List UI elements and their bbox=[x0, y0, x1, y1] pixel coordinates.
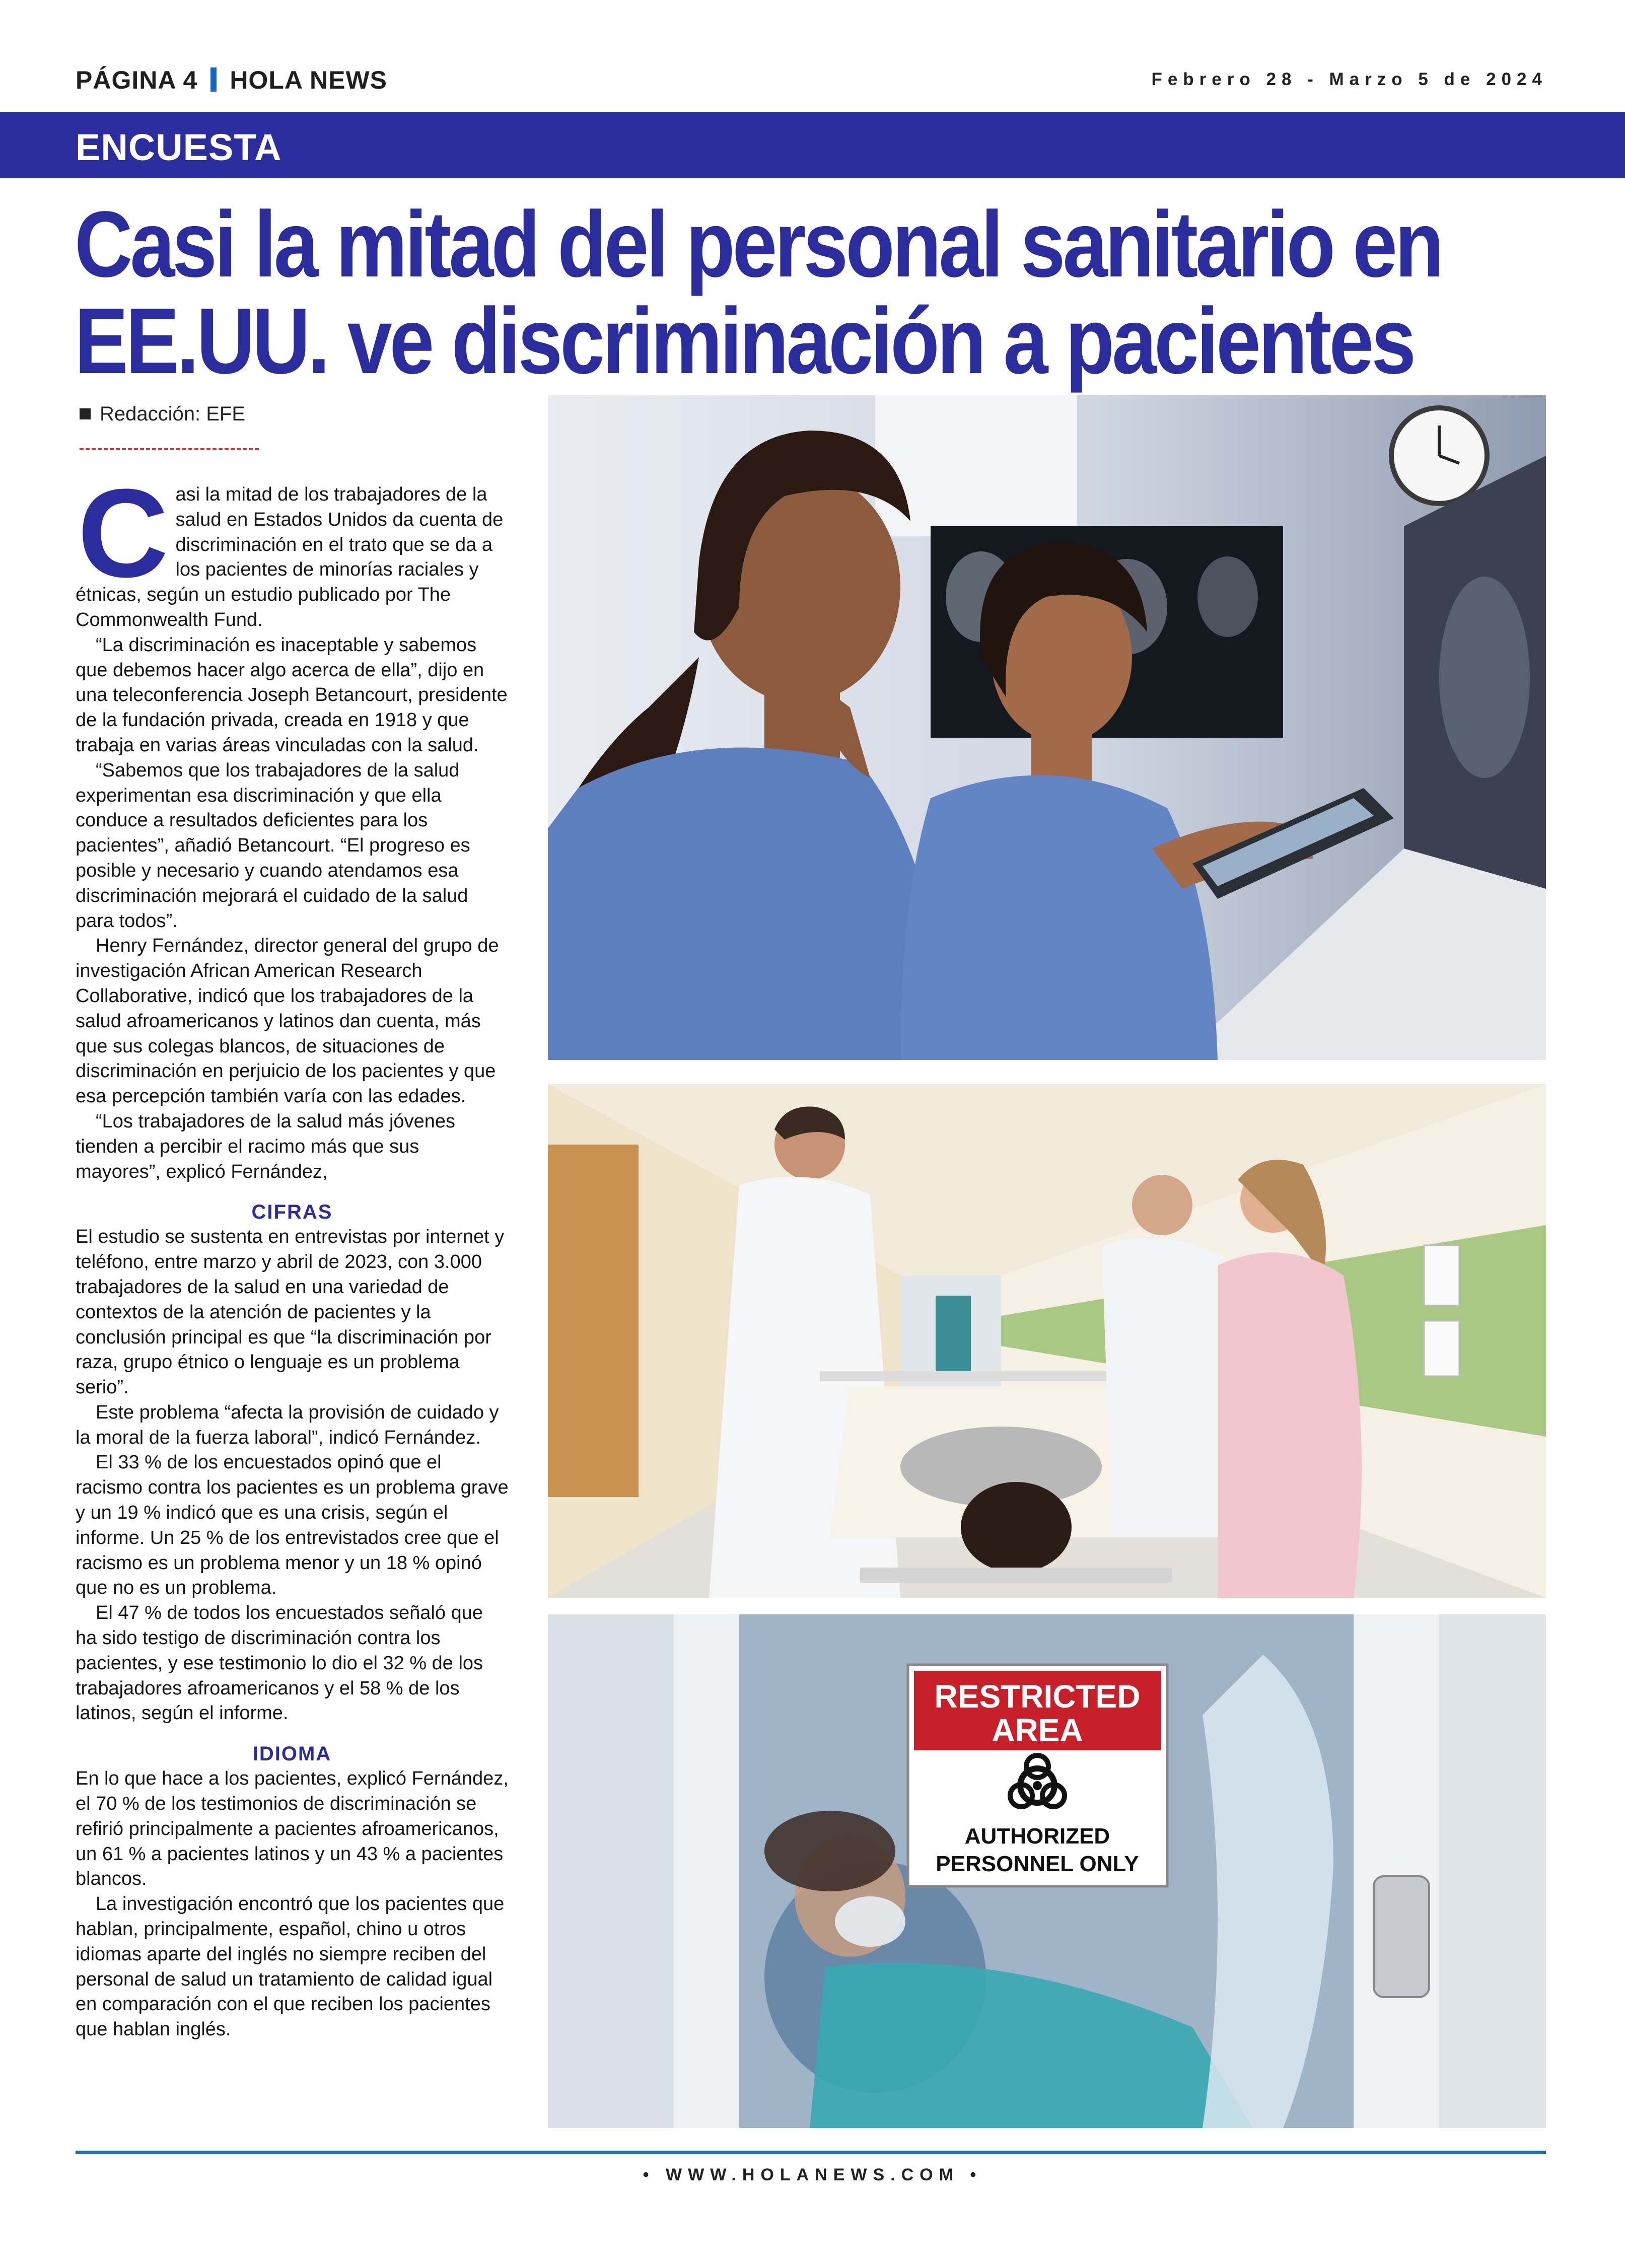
footer-url: • WWW.HOLANEWS.COM • bbox=[643, 2165, 982, 2184]
article-paragraph: El 47 % de todos los encuestados señaló que ha sido testigo de discriminación contra los pacientes, y ese testimonio lo dio el 32 % de los trabajadores afroamericanos y el 58 % de los latinos, según el informe. bbox=[76, 1602, 483, 1724]
article-paragraph: “Los trabajadores de la salud más jóvenes tienden a percibir el racimo más que sus mayores”, explicó Fernández, bbox=[76, 1110, 455, 1182]
headline-line-1: Casi la mitad del personal sanitario en bbox=[75, 192, 1442, 297]
article-body bbox=[76, 463, 509, 2042]
article-paragraph: La investigación encontró que los pacientes que hablan, principalmente, español, chino u otros idiomas aparte del inglés no siempre reciben del personal de salud un tratamiento de calidad igual en comparación con el que reciben los pacientes que hablan inglés. bbox=[76, 1893, 505, 2040]
article-paragraph: “La discriminación es inaceptable y sabemos que debemos hacer algo acerca de ella”, dijo en una teleconferencia Joseph Betancourt, presidente de la fundación privada, creada en 1918 y que trabaja en varias áreas vinculadas con la salud. bbox=[76, 634, 508, 756]
issue-date: Febrero 28 - Marzo 5 de 2024 bbox=[1151, 69, 1547, 89]
article-paragraph: “Sabemos que los trabajadores de la salud experimentan esa discriminación y que ella conduce a resultados deficientes para los pacientes”, añadió Betancourt. “El progreso es posible y necesario y cuando atendamos esa discriminación mejorará el cuidado de la salud para todos”. bbox=[76, 759, 470, 932]
photo-restricted-area bbox=[548, 1614, 1546, 2128]
article-paragraph: El 33 % de los encuestados opinó que el racismo contra los pacientes es un problema grave y un 19 % indicó que es una crisis, según el informe. Un 25 % de los entrevistados cree que el racismo es un problema menor y un 18 % opinó que no es un problema. bbox=[76, 1452, 509, 1599]
nurses-illustration bbox=[548, 395, 1546, 1060]
headline bbox=[75, 192, 1569, 393]
publication-name: HOLA NEWS bbox=[230, 66, 387, 94]
byline-text: Redacción: EFE bbox=[100, 403, 246, 425]
section-banner bbox=[0, 112, 1625, 178]
header-divider bbox=[210, 67, 217, 92]
subhead-cifras: CIFRAS bbox=[251, 1201, 333, 1224]
corridor-illustration bbox=[548, 1084, 1546, 1598]
photo-hospital-corridor bbox=[548, 1084, 1546, 1598]
headline-line-2: EE.UU. ve discriminación a pacientes bbox=[75, 289, 1414, 393]
page-header bbox=[76, 65, 387, 95]
article-paragraph bbox=[76, 463, 509, 633]
sign-line-4: PERSONNEL ONLY bbox=[936, 1852, 1139, 1876]
sign-line-1: RESTRICTED bbox=[934, 1678, 1141, 1715]
photo-nurses-reviewing-scans bbox=[548, 395, 1546, 1060]
page-number: PÁGINA 4 bbox=[76, 66, 198, 94]
restricted-area-illustration bbox=[548, 1614, 1546, 2128]
footer-rule bbox=[76, 2151, 1546, 2154]
article-paragraph: Henry Fernández, director general del grupo de investigación African American Research Collaborative, indicó que los trabajadores de la salud afroamericanos y latinos dan cuenta, más que sus colegas blancos, de situaciones de discriminación en perjuicio de los pacientes y que esa percepción también varía con las edades. bbox=[76, 935, 499, 1107]
sign-line-2: AREA bbox=[992, 1712, 1083, 1748]
section-label: ENCUESTA bbox=[76, 126, 282, 168]
article-paragraph: Este problema “afecta la provisión de cuidado y la moral de la fuerza laboral”, indicó Fernández. bbox=[76, 1401, 499, 1448]
byline bbox=[80, 403, 245, 426]
subhead-idioma: IDIOMA bbox=[252, 1743, 332, 1765]
article-paragraph: En lo que hace a los pacientes, explicó Fernández, el 70 % de los testimonios de discriminación se refirió principalmente a pacientes afroamericanos, un 61 % a pacientes latinos y un 43 % a pacientes blancos. bbox=[76, 1768, 509, 1890]
drop-cap: C bbox=[78, 463, 169, 603]
paragraph-text: asi la mitad de los trabajadores de la salud en Estados Unidos da cuenta de discriminación en el trato que se da a los pacientes de minorías raciales y étnicas, según un estudio publicado por The Commonwealth Fund. bbox=[76, 484, 504, 630]
byline-rule bbox=[80, 448, 259, 450]
square-bullet-icon bbox=[80, 408, 91, 419]
sign-line-3: AUTHORIZED bbox=[964, 1824, 1110, 1849]
article-paragraph: El estudio se sustenta en entrevistas por internet y teléfono, entre marzo y abril de 2023, con 3.000 trabajadores de la salud en una variedad de contextos de la atención de pacientes y la conclusión principal es que “la discriminación por raza, grupo étnico o lenguaje es un problema serio”. bbox=[76, 1226, 505, 1398]
